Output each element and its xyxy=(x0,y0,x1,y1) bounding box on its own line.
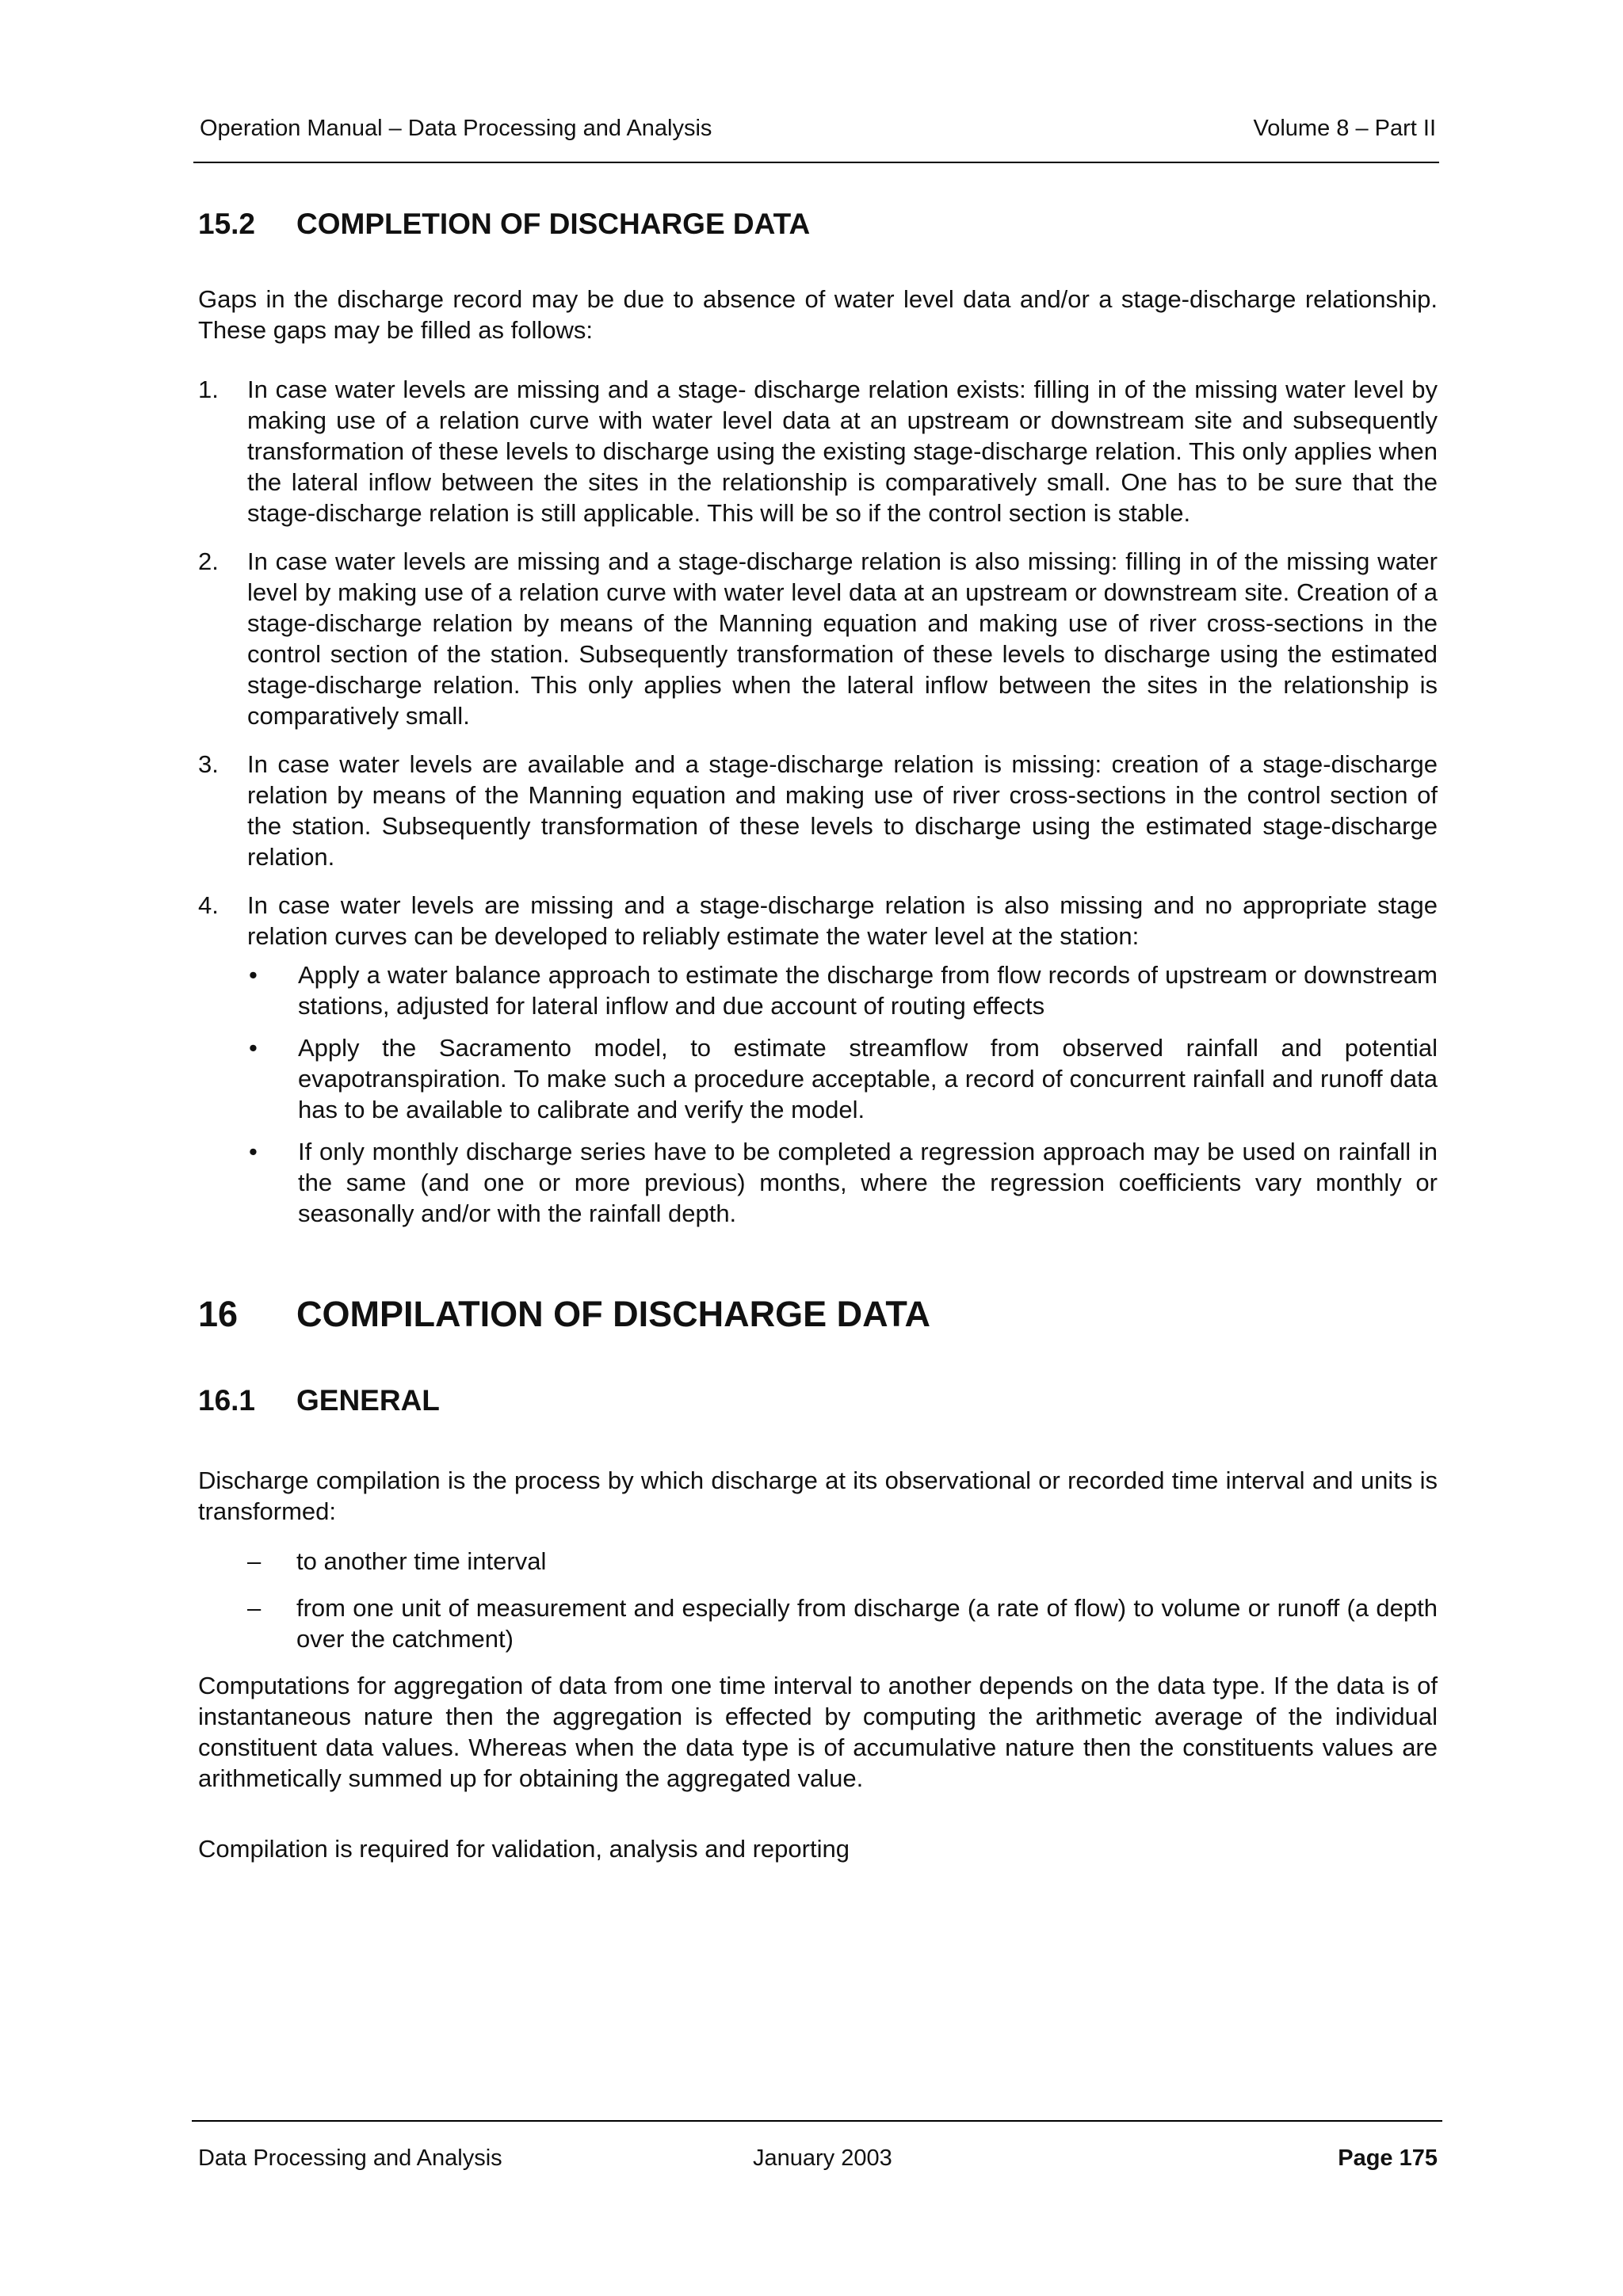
footer-title: Data Processing and Analysis xyxy=(198,2145,502,2171)
section-title: COMPLETION OF DISCHARGE DATA xyxy=(296,208,811,240)
chapter-number: 16 xyxy=(198,1294,239,1334)
list-marker: 4. xyxy=(198,891,219,919)
dash-item xyxy=(247,1592,1438,1654)
footer-rule xyxy=(192,2120,1442,2122)
bullet-item xyxy=(247,1136,1438,1229)
section-15-2-intro: Gaps in the discharge record may be due to absence of water level data and/or a stage-discharge relationship. These gaps may be filled as follows: xyxy=(198,285,1438,344)
section-15-2-heading xyxy=(198,208,1438,241)
section-16-1-intro: Discharge compilation is the process by which discharge at its observational or recorded time interval and units is transformed: xyxy=(198,1466,1438,1525)
chapter-16-heading xyxy=(198,1294,1438,1335)
list-item xyxy=(198,749,1438,872)
list-item-text: In case water levels are missing and a stage-discharge relation is also missing and no appropriate stage relation curves can be developed to reliably estimate the water level at the station: xyxy=(247,891,1438,950)
bullet-text: If only monthly discharge series have to be completed a regression approach may be used on rainfall in the same (and one or more previous) months, where the regression coefficients vary monthly or seasonally and/or with the rainfall depth. xyxy=(298,1138,1438,1227)
section-number: 16.1 xyxy=(198,1384,256,1417)
list-item xyxy=(198,374,1438,528)
list-item xyxy=(198,546,1438,731)
aggregation-paragraph: Computations for aggregation of data from one time interval to another depends on the data type. If the data is of instantaneous nature then the aggregation is effected by computing the arithmetic average of the individual constituent data values. Whereas when the data type is of accumulative nature then the constituents values are arithmetically summed up for obtaining the aggregated value. xyxy=(198,1672,1438,1792)
dash-item xyxy=(247,1546,1438,1577)
section-title: GENERAL xyxy=(296,1384,440,1417)
list-marker: 1. xyxy=(198,376,219,403)
list-item-text: In case water levels are available and a stage-discharge relation is missing: creation of a stage-discharge relation by means of the Manning equation and making use of river cross-sections in the control section of the station. Subsequently transformation of these levels to discharge using the estimated stage-discharge relation. xyxy=(247,750,1438,871)
page-footer xyxy=(198,2145,1438,2180)
bullet-item xyxy=(247,959,1438,1021)
bullet-text: Apply a water balance approach to estimate the discharge from flow records of upstream or downstream stations, adjusted for lateral inflow and due account of routing effects xyxy=(298,961,1438,1020)
header-rule xyxy=(193,162,1439,163)
numbered-list xyxy=(198,374,1438,1240)
list-marker: 2. xyxy=(198,547,219,575)
bullet-marker: • xyxy=(249,1034,258,1062)
chapter-title: COMPILATION OF DISCHARGE DATA xyxy=(296,1294,930,1334)
bullet-text: Apply the Sacramento model, to estimate streamflow from observed rainfall and potential evapotranspiration. To make such a procedure acceptable, a record of concurrent rainfall and runoff data has to be available to calibrate and verify the model. xyxy=(298,1034,1438,1123)
section-16-1-heading xyxy=(198,1384,1438,1417)
dash-text: to another time interval xyxy=(296,1547,547,1575)
footer-date: January 2003 xyxy=(753,2145,892,2171)
bullet-list xyxy=(247,959,1438,1229)
list-item-text: In case water levels are missing and a stage- discharge relation exists: filling in of the missing water level by making use of a relation curve with water level data at an upstream or downstream site and subsequently transformation of these levels to discharge using the existing stage-discharge relation. This only applies when the lateral inflow between the sites in the relationship is comparatively small. One has to be sure that the stage-discharge relation is still applicable. This will be so if the control section is stable. xyxy=(247,376,1438,527)
header-manual-title: Operation Manual – Data Processing and Analysis xyxy=(200,116,712,141)
section-number: 15.2 xyxy=(198,208,256,240)
page-content xyxy=(198,208,1438,1864)
bullet-marker: • xyxy=(249,1138,258,1165)
dash-marker: – xyxy=(247,1547,262,1575)
header-volume: Volume 8 – Part II xyxy=(1253,116,1436,141)
page-number: Page 175 xyxy=(1338,2145,1438,2171)
list-marker: 3. xyxy=(198,750,219,778)
dash-list xyxy=(198,1546,1438,1654)
dash-marker: – xyxy=(247,1594,262,1622)
bullet-item xyxy=(247,1032,1438,1125)
compilation-paragraph: Compilation is required for validation, analysis and reporting xyxy=(198,1835,850,1863)
bullet-marker: • xyxy=(249,961,258,989)
list-item xyxy=(198,890,1438,1240)
dash-text: from one unit of measurement and especially from discharge (a rate of flow) to volume or runoff (a depth over the catchment) xyxy=(296,1594,1438,1653)
page-header xyxy=(197,111,1439,146)
list-item-text: In case water levels are missing and a stage-discharge relation is also missing: filling in of the missing water level by making use of a relation curve with water level data at an upstream or downstream site. Creation of a stage-discharge relation by means of the Manning equation and making use of river cross-sections in the control section of the station. Subsequently transformation of these levels to discharge using the estimated stage-discharge relation. This only applies when the lateral inflow between the sites in the relationship is comparatively small. xyxy=(247,547,1438,730)
